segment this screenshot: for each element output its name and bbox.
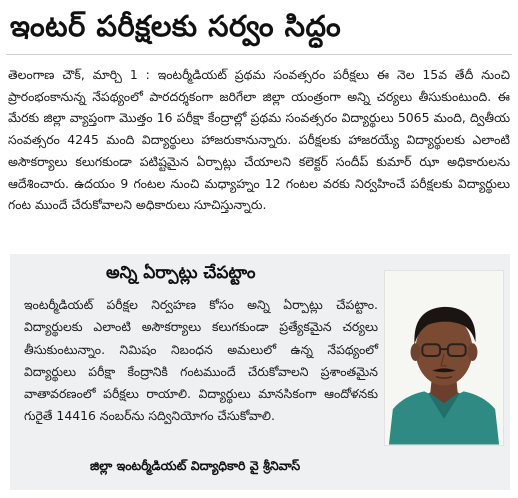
portrait-illustration — [385, 271, 503, 445]
sidebar-subhead: అన్ని ఏర్పాట్లు చేపట్టాం — [106, 263, 256, 283]
official-portrait — [384, 270, 504, 446]
sidebar-box — [10, 254, 510, 490]
sidebar-quote: ఇంటర్మీడియట్ పరీక్షల నిర్వహణ కోసం అన్ని ఏర్పాట్లు చేపట్టాం. విద్యార్థులకు ఎలాంటి అసౌకర్యాలు కలుగకుండా ప్రత్యేకమైన చర్యలు తీసుకుంటున్నాం. నిమిషం నిబంధన అమలులో ఉన్న నేపథ్యంలో విద్యార్థులు పరీక్షా కేంద్రానికి గంటముందే చేరుకోవాలని ప్రశాంతమైన వాతావరణంలో పరీక్షలు రాయాలి. విద్యార్థులు మానసికంగా ఆందోళనకు గురైతే 14416 నంబర్‌ను సద్వినియోగం చేసుకోవాలి. — [24, 297, 378, 424]
article-body: తెలంగాణ చౌక్, మార్చి 1 : ఇంటర్మీడియట్ ప్రథమ సంవత్సరం పరీక్షలు ఈ నెల 15వ తేదీ నుంచి ప్రారంభంకానున్న నేపథ్యంలో పారదర్శకంగా జరిగేలా జిల్లా యంత్రంగా అన్ని చర్యలు తీసుకుంటుంది. ఈ మేరకు జిల్లా వ్యాప్తంగా మొత్తం 16 పరీక్షా కేంద్రాల్లో ప్రథమ సంవత్సరం విద్యార్థులు 5065 మంది, ద్వితీయ సంవత్సరం 4245 మంది విద్యార్థులు హాజరుకానున్నారు. పరీక్షలకు హాజరయ్యే విద్యార్థులకు ఎలాంటి అసౌకర్యాలు కలుగకుండా పటిష్టమైన ఏర్పాట్లు చేయాలని కలెక్టర్ సందీప్ కుమార్ ఝా అధికారులను ఆదేశించారు. ఉదయం 9 గంటల నుంచి మధ్యాహ్నం 12 గంటల వరకు నిర్వహించే పరీక్షలకు విద్యార్థులు గంట ముందే చేరుకోవాలని అధికారులు సూచిస్తున్నారు. — [8, 67, 510, 213]
divider — [6, 54, 512, 55]
headline: ఇంటర్ పరీక్షలకు సర్వం సిద్ధం — [10, 9, 342, 43]
byline: జిల్లా ఇంటర్మీడియట్ విద్యాధికారి వై శ్రీనివాస్ — [90, 458, 301, 473]
